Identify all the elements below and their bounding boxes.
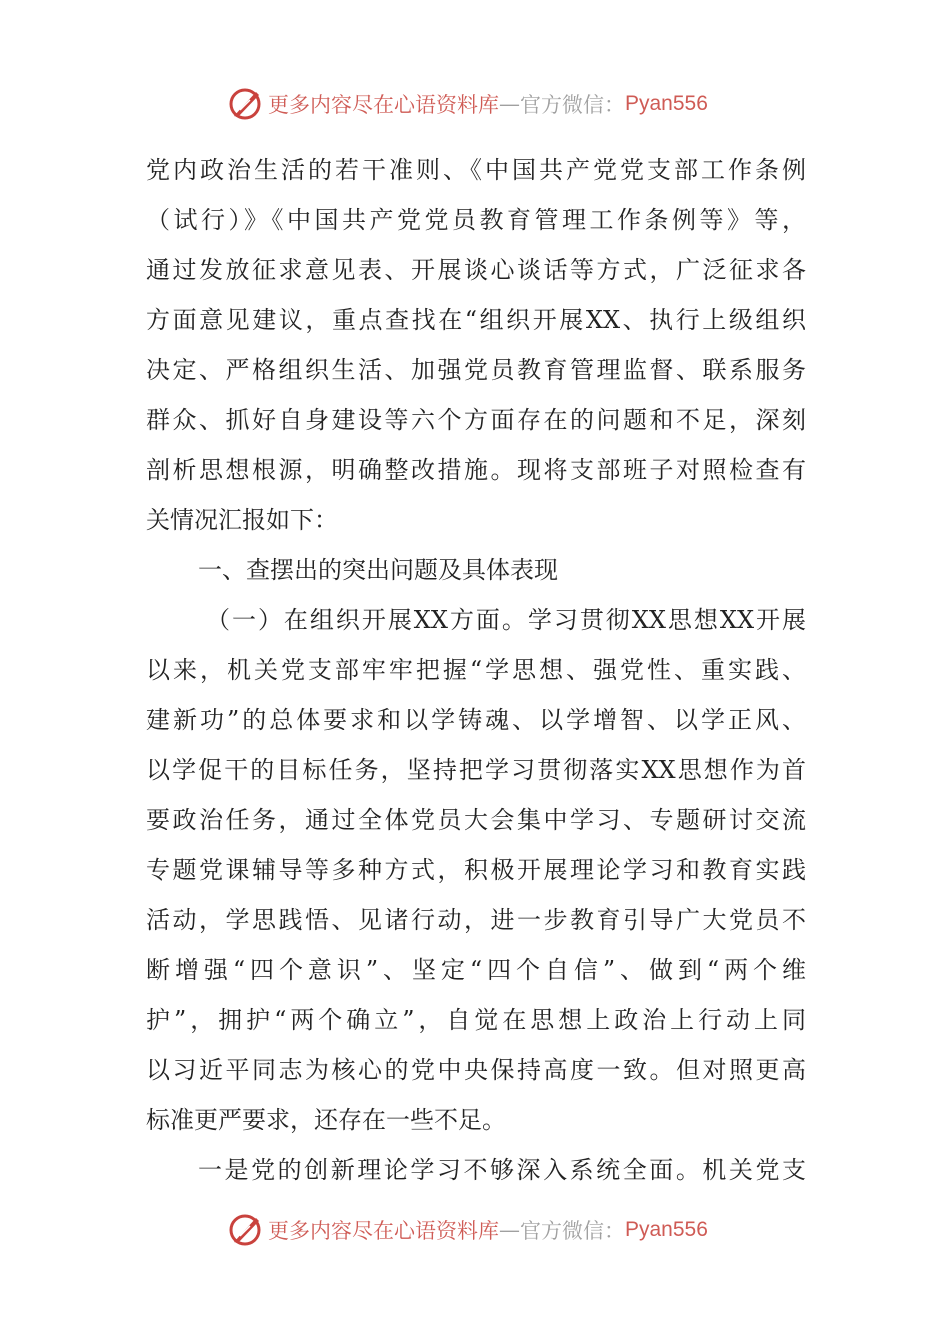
body-line: 护”，拥护“两个确立”，自觉在思想上政治上行动上同: [146, 1006, 806, 1034]
body-line: 关情况汇报如下：: [146, 506, 338, 534]
body-line: 活动，学思践悟、见诸行动，进一步教育引导广大党员不: [146, 906, 806, 934]
body-line: 党内政治生活的若干准则、《中国共产党党支部工作条例: [146, 156, 806, 184]
body-line: 决定、严格组织生活、加强党员教育管理监督、联系服务: [146, 356, 806, 384]
body-line: 以学促干的目标任务，坚持把学习贯彻落实XX思想作为首: [146, 756, 806, 784]
body-line: 标准更严要求，还存在一些不足。: [146, 1106, 506, 1134]
body-line: 剖析思想根源，明确整改措施。现将支部班子对照检查有: [146, 456, 806, 484]
body-line: （试行）》《中国共产党党员教育管理工作条例等》等，: [146, 206, 806, 234]
watermark-wechat-id: Pyan556: [625, 92, 708, 115]
body-line: 一是党的创新理论学习不够深入系统全面。机关党支: [198, 1156, 806, 1184]
watermark-banner-bottom: [228, 1210, 708, 1250]
body-line: 要政治任务，通过全体党员大会集中学习、专题研讨交流: [146, 806, 806, 834]
watermark-wechat-id: Pyan556: [625, 1218, 708, 1241]
watermark-text: 更多内容尽在心语资料库: [268, 93, 499, 117]
watermark-banner-top: [228, 84, 708, 124]
section-heading: 一、查摆出的突出问题及具体表现: [198, 556, 558, 584]
quill-logo-icon: [228, 1212, 264, 1248]
watermark-wechat-label: 官方微信：: [520, 93, 625, 117]
body-line: 方面意见建议，重点查找在“组织开展XX、执行上级组织: [146, 306, 806, 334]
body-line: 建新功”的总体要求和以学铸魂、以学增智、以学正风、: [146, 706, 806, 734]
body-line: 群众、抓好自身建设等六个方面存在的问题和不足，深刻: [146, 406, 806, 434]
body-line: 专题党课辅导等多种方式，积极开展理论学习和教育实践: [146, 856, 806, 884]
body-line: 通过发放征求意见表、开展谈心谈话等方式，广泛征求各: [146, 256, 806, 284]
watermark-dash: —: [499, 1218, 520, 1242]
watermark-text: 更多内容尽在心语资料库: [268, 1219, 499, 1243]
body-line: 断增强“四个意识”、坚定“四个自信”、做到“两个维: [146, 956, 806, 984]
watermark-dash: —: [499, 92, 520, 116]
watermark-wechat-label: 官方微信：: [520, 1219, 625, 1243]
subsection-heading-line: （一）在组织开展XX方面。学习贯彻XX思想XX开展: [206, 606, 806, 634]
body-line: 以习近平同志为核心的党中央保持高度一致。但对照更高: [146, 1056, 806, 1084]
body-line: 以来，机关党支部牢牢把握“学思想、强党性、重实践、: [146, 656, 806, 684]
document-body: [146, 145, 806, 1195]
quill-logo-icon: [228, 86, 264, 122]
